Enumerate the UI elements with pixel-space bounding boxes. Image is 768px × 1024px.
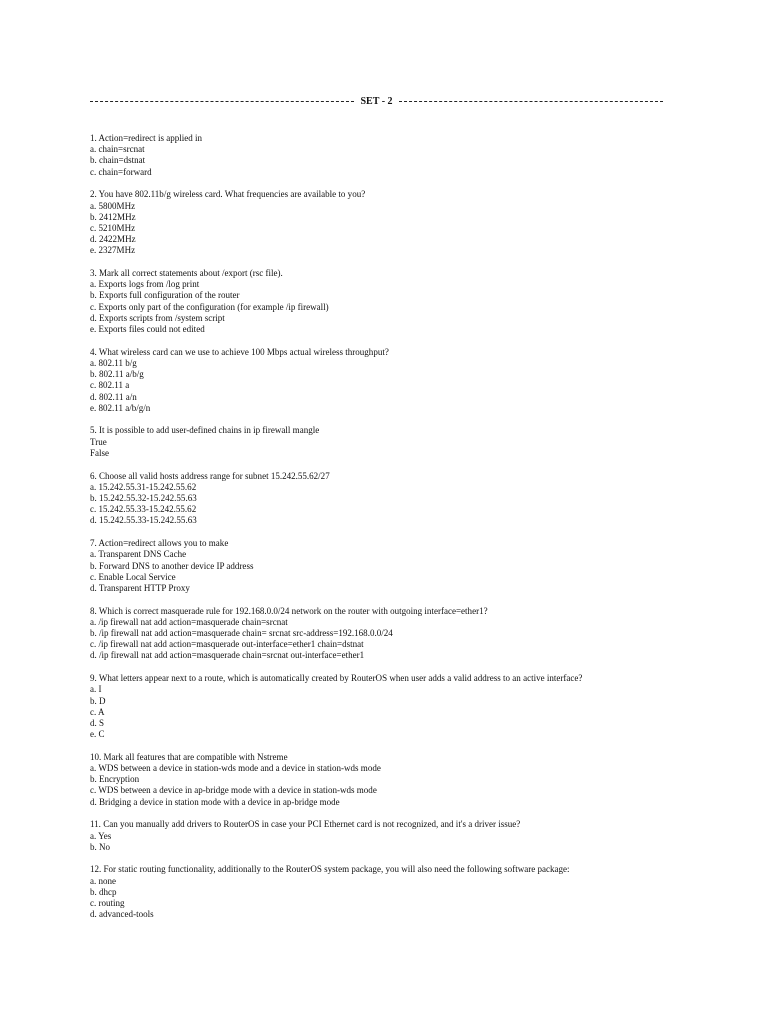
answer-option: b. chain=dstnat [90,155,146,167]
answer-option: a. WDS between a device in station-wds mode and a device in station-wds mode [90,763,381,775]
answer-option: c. Exports only part of the configuration (for example /ip firewall) [90,301,329,313]
answer-option: a. 802.11 b/g [90,357,137,369]
question-text: 8. Which is correct masquerade rule for 192.168.0.0/24 network on the router with outgoing interface=ether1? [90,605,488,617]
answer-option: c. WDS between a device in ap-bridge mode with a device in station-wds mode [90,785,377,797]
question-text: 1. Action=redirect is applied in [90,133,203,144]
answer-option: b. dhcp [90,886,117,898]
question-text: 4. What wireless card can we use to achieve 100 Mbps actual wireless throughput? [90,346,389,358]
answer-option: True [90,436,107,448]
answer-option: c. 15.242.55.33-15.242.55.62 [90,504,197,516]
dash-rule-right [399,101,663,102]
question-text: 6. Choose all valid hosts address range for subnet 15.242.55.62/27 [90,470,330,482]
dash-rule-left [90,101,354,102]
answer-option: d. Bridging a device in station mode with a device in ap-bridge mode [90,796,340,808]
answer-option: c. 5210MHz [90,222,136,234]
question-block [90,819,654,853]
answer-option: c. chain=forward [90,166,152,178]
question-text: 11. Can you manually add drivers to RouterOS in case your PCI Ethernet card is not recognized, and it's a driver issue? [90,819,521,831]
answer-option: d. 15.242.55.33-15.242.55.63 [90,515,197,527]
question-text: 5. It is possible to add user-defined chains in ip firewall mangle [90,425,320,437]
question-block [90,268,654,335]
answer-option: a. 5800MHz [90,200,136,212]
question-block [90,133,654,178]
answer-option: b. Encryption [90,774,140,786]
question-block [90,673,654,740]
answer-option: d. S [90,717,105,729]
answer-option: d. advanced-tools [90,909,154,921]
answer-option: a. 15.242.55.31-15.242.55.62 [90,481,197,493]
answer-option: d. Exports scripts from /system script [90,312,225,324]
question-text: 9. What letters appear next to a route, which is automatically created by RouterOS when user adds a valid address to an active interface? [90,673,583,685]
answer-option: b. Exports full configuration of the router [90,290,240,302]
answer-option: c. A [90,706,105,718]
answer-option: c. /ip firewall nat add action=masquerade out-interface=ether1 chain=dstnat [90,639,364,651]
question-block [90,864,654,920]
answer-option: a. none [90,875,117,887]
question-block [90,425,654,459]
answer-option: c. Enable Local Service [90,571,176,583]
answer-option: a. Exports logs from /log print [90,279,200,291]
answer-option: d. 2422MHz [90,234,136,246]
question-block [90,752,654,808]
answer-option: a. /ip firewall nat add action=masquerade chain=srcnat [90,616,288,628]
answer-option: a. chain=srcnat [90,144,145,156]
answer-option: e. C [90,729,105,741]
question-text: 10. Mark all features that are compatible with Nstreme [90,751,288,763]
question-block [90,538,654,594]
answer-option: e. 2327MHz [90,245,136,257]
answer-option: a. Transparent DNS Cache [90,549,187,561]
question-text: 12. For static routing functionality, additionally to the RouterOS system package, you will also need the following software package: [90,864,570,876]
answer-option: b. Forward DNS to another device IP address [90,560,254,572]
answer-option: d. 802.11 a/n [90,391,137,403]
question-text: 2. You have 802.11b/g wireless card. What frequencies are available to you? [90,189,366,201]
question-block [90,189,654,256]
answer-option: False [90,447,110,459]
answer-option: b. /ip firewall nat add action=masquerade chain= srcnat src-address=192.168.0.0/24 [90,628,393,640]
answer-option: c. 802.11 a [90,380,130,392]
answer-option: d. /ip firewall nat add action=masquerade chain=srcnat out-interface=ether1 [90,650,365,662]
question-block [90,347,654,414]
answer-option: a. Yes [90,830,112,842]
answer-option: e. Exports files could not edited [90,324,205,336]
answer-option: b. No [90,841,111,853]
answer-option: d. Transparent HTTP Proxy [90,582,190,594]
answer-option: a. I [90,684,102,696]
set-label: SET - 2 [360,95,393,107]
answer-option: e. 802.11 a/b/g/n [90,402,151,414]
answer-option: b. D [90,695,106,707]
question-list [90,133,654,932]
set-header [90,94,663,108]
answer-option: c. routing [90,898,125,910]
question-text: 7. Action=redirect allows you to make [90,538,229,550]
answer-option: b. 15.242.55.32-15.242.55.63 [90,492,197,504]
answer-option: b. 802.11 a/b/g [90,369,144,381]
answer-option: b. 2412MHz [90,211,136,223]
question-block [90,471,654,527]
question-block [90,606,654,662]
question-text: 3. Mark all correct statements about /export (rsc file). [90,268,283,280]
